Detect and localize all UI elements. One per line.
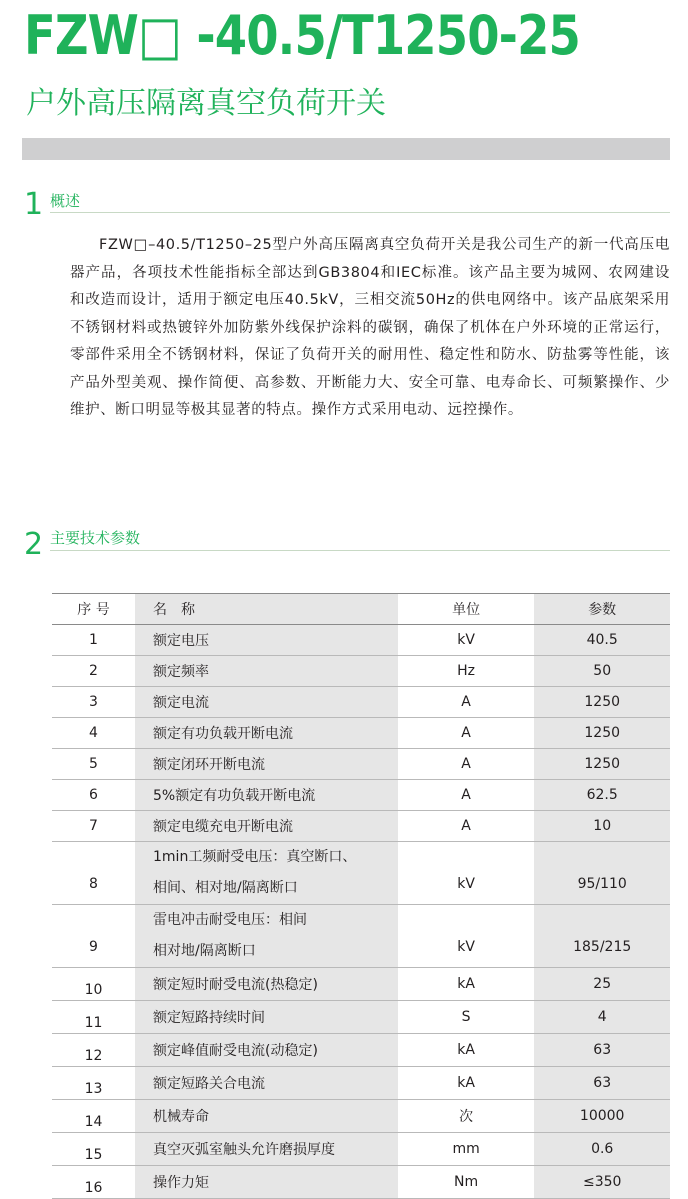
row-value: 63 (534, 1034, 670, 1067)
header-number: 序 号 (52, 594, 135, 625)
row-name: 操作力矩 (135, 1166, 398, 1199)
row-number: 13 (52, 1067, 135, 1100)
table-row (52, 1133, 670, 1166)
row-value: 1250 (534, 687, 670, 718)
row-name: 5%额定有功负载开断电流 (135, 780, 398, 811)
section-1-title: 概述 (50, 192, 81, 210)
table-row (52, 1166, 670, 1199)
overview-paragraph: FZW□–40.5/T1250–25型户外高压隔离真空负荷开关是我公司生产的新一代高压电器产品，各项技术性能指标全部达到GB3804和IEC标准。该产品主要为城网、农网建设和改造而设计，适用于额定电压40.5kV，三相交流50Hz的供电网络中。该产品底架采用不锈钢材料或热镀锌外加防紫外线保护涂料的碳钢，确保了机体在户外环境的正常运行，零部件采用全不锈钢材料，保证了负荷开关的耐用性、稳定性和防水、防盐雾等性能，该产品外型美观、操作简便、高参数、开断能力大、安全可靠、电寿命长、可频繁操作、少维护、断口明显等极其显著的特点。操作方式采用电动、远控操作。 (70, 237, 670, 418)
row-value: 62.5 (534, 780, 670, 811)
row-number: 7 (52, 811, 135, 842)
section-1-number: 1 (24, 187, 44, 222)
table-row (52, 780, 670, 811)
row-name: 额定电压 (135, 625, 398, 656)
row-value: 1250 (534, 718, 670, 749)
row-name: 真空灭弧室触头允许磨损厚度 (135, 1133, 398, 1166)
row-name: 额定频率 (135, 656, 398, 687)
row-unit: 次 (398, 1100, 535, 1133)
row-name: 额定有功负载开断电流 (135, 718, 398, 749)
row-number: 16 (52, 1166, 135, 1199)
table-header-row (52, 594, 670, 625)
row-value: 95/110 (534, 842, 670, 905)
row-number: 11 (52, 1001, 135, 1034)
row-unit: kA (398, 968, 535, 1001)
table-row (52, 749, 670, 780)
row-value: 25 (534, 968, 670, 1001)
row-value: 0.6 (534, 1133, 670, 1166)
table-row (52, 1001, 670, 1034)
row-name: 机械寿命 (135, 1100, 398, 1133)
row-value: 1250 (534, 749, 670, 780)
row-unit: A (398, 687, 535, 718)
table-row (52, 968, 670, 1001)
row-number: 14 (52, 1100, 135, 1133)
table-row (52, 811, 670, 842)
row-unit: kA (398, 1034, 535, 1067)
row-value: 40.5 (534, 625, 670, 656)
row-number: 8 (52, 842, 135, 905)
row-number: 3 (52, 687, 135, 718)
row-number: 4 (52, 718, 135, 749)
row-unit: S (398, 1001, 535, 1034)
product-name-title: 户外高压隔离真空负荷开关 (26, 86, 386, 121)
row-unit: Hz (398, 656, 535, 687)
section-2-title: 主要技术参数 (50, 529, 141, 547)
row-name-line-1: 雷电冲击耐受电压：相间 (153, 912, 308, 928)
table-row (52, 625, 670, 656)
row-unit: Nm (398, 1166, 535, 1199)
row-number: 5 (52, 749, 135, 780)
header-unit: 单位 (398, 594, 535, 625)
row-unit: A (398, 811, 535, 842)
technical-parameters-table (52, 593, 670, 1199)
row-unit: kV (398, 842, 535, 905)
row-name-line-1: 1min工频耐受电压：真空断口、 (153, 849, 357, 865)
table-row (52, 905, 670, 968)
header-name: 名 称 (135, 594, 398, 625)
row-number: 1 (52, 625, 135, 656)
row-number: 10 (52, 968, 135, 1001)
row-name (135, 842, 398, 905)
row-name: 额定电缆充电开断电流 (135, 811, 398, 842)
header-gray-bar (22, 138, 670, 160)
row-name-line-2: 相对地/隔离断口 (153, 943, 256, 959)
row-name: 额定短路持续时间 (135, 1001, 398, 1034)
row-value: 4 (534, 1001, 670, 1034)
row-unit: A (398, 780, 535, 811)
row-value: 10000 (534, 1100, 670, 1133)
row-unit: mm (398, 1133, 535, 1166)
row-name: 额定电流 (135, 687, 398, 718)
row-name-line-2: 相间、相对地/隔离断口 (153, 880, 298, 896)
row-name: 额定短路关合电流 (135, 1067, 398, 1100)
row-unit: kA (398, 1067, 535, 1100)
row-number: 9 (52, 905, 135, 968)
table-row (52, 1034, 670, 1067)
row-value: 63 (534, 1067, 670, 1100)
table-row (52, 842, 670, 905)
row-unit: A (398, 718, 535, 749)
section-1-rule (50, 212, 670, 213)
row-value: 185/215 (534, 905, 670, 968)
table-row (52, 1067, 670, 1100)
header-value: 参数 (534, 594, 670, 625)
table-row (52, 1100, 670, 1133)
section-2-number: 2 (24, 527, 44, 562)
row-value: ≤350 (534, 1166, 670, 1199)
table-row (52, 656, 670, 687)
section-2-rule (50, 550, 670, 551)
row-name: 额定短时耐受电流(热稳定) (135, 968, 398, 1001)
row-unit: kV (398, 905, 535, 968)
row-number: 15 (52, 1133, 135, 1166)
row-number: 6 (52, 780, 135, 811)
table-row (52, 718, 670, 749)
row-unit: A (398, 749, 535, 780)
table-row (52, 687, 670, 718)
product-model-title: FZW□ -40.5/T1250-25 (24, 4, 580, 67)
row-value: 50 (534, 656, 670, 687)
row-name: 额定闭环开断电流 (135, 749, 398, 780)
row-number: 12 (52, 1034, 135, 1067)
row-unit: kV (398, 625, 535, 656)
row-number: 2 (52, 656, 135, 687)
row-name: 额定峰值耐受电流(动稳定) (135, 1034, 398, 1067)
row-value: 10 (534, 811, 670, 842)
row-name (135, 905, 398, 968)
